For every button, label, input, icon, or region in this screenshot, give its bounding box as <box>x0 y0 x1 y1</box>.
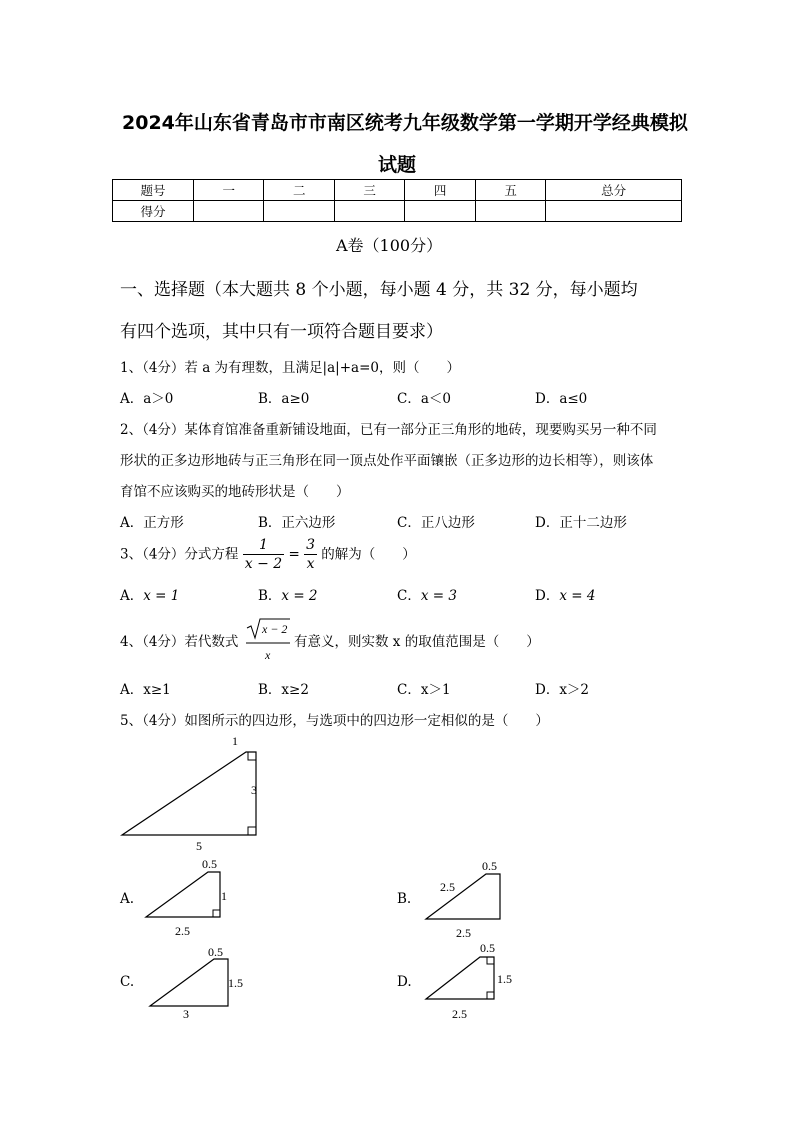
q2-option-b[interactable]: B．正六边形 <box>258 515 336 531</box>
q3-frac1-denominator: x − 2 <box>244 556 283 572</box>
q5-option-b-bottom: 2.5 <box>456 926 471 940</box>
question-1-text: 1、（4分）若 a 为有理数，且满足|a|+a=0，则（ ） <box>120 360 460 376</box>
score-cell[interactable] <box>194 201 264 222</box>
question-2-line2: 形状的正多边形地砖与正三角形在同一顶点处作平面镶嵌（正多边形的边长相等），则该体 <box>120 453 654 469</box>
q3-prefix: 3、（4分）分式方程 <box>120 546 239 563</box>
q3-suffix: 的解为（ ） <box>321 546 416 563</box>
q5-option-c-figure[interactable] <box>144 942 254 1027</box>
q5-option-a-label[interactable]: A. <box>120 891 135 907</box>
q5-option-b-slant: 2.5 <box>440 880 455 894</box>
q3-fraction-2 <box>304 536 317 573</box>
q4-prefix: 4、（4分）若代数式 <box>120 634 239 650</box>
score-table <box>112 179 682 222</box>
page-title-line2: 试题 <box>378 154 417 176</box>
score-header-cell: 题号 <box>113 180 194 201</box>
q3-frac2-denominator: x <box>306 556 315 572</box>
score-header-cell: 一 <box>194 180 264 201</box>
score-header-cell: 五 <box>475 180 545 201</box>
q3-frac1-numerator: 1 <box>243 536 284 555</box>
q5-option-b-label[interactable]: B. <box>397 891 412 907</box>
q4-radicand: x − 2 <box>262 622 288 636</box>
q5-option-c-label[interactable]: C. <box>120 974 135 990</box>
score-row-label: 得分 <box>113 201 194 222</box>
right-angle-mark <box>248 752 256 760</box>
q5-option-a-trapezoid <box>146 872 220 917</box>
q5-option-b-trapezoid <box>426 874 500 919</box>
q5-option-b-top: 0.5 <box>482 859 497 873</box>
section-heading-line2: 有四个选项，其中只有一项符合题目要求） <box>120 322 443 342</box>
score-table-header-row <box>113 180 682 201</box>
score-header-cell: 二 <box>264 180 334 201</box>
score-cell[interactable] <box>546 201 682 222</box>
q5-main-trapezoid <box>122 752 256 835</box>
q4-denominator: x <box>265 648 271 662</box>
q2-option-c[interactable]: C．正八边形 <box>397 515 475 531</box>
q5-option-d-trapezoid <box>426 957 494 999</box>
q3-option-a-value: x = 1 <box>143 588 180 604</box>
q4-option-b[interactable]: B．x≥2 <box>258 682 309 698</box>
score-header-cell: 四 <box>405 180 475 201</box>
right-angle-mark <box>248 827 256 835</box>
q5-option-c-bottom: 3 <box>183 1007 189 1021</box>
q3-option-c-value: x = 3 <box>420 588 457 604</box>
q3-equals: = <box>288 546 300 563</box>
q5-option-c-right: 1.5 <box>228 976 243 990</box>
q5-option-a-top: 0.5 <box>202 857 217 871</box>
q1-option-c[interactable]: C．a＜0 <box>397 391 451 407</box>
q3-frac2-numerator: 3 <box>306 537 315 553</box>
score-cell[interactable] <box>405 201 475 222</box>
question-3-text <box>120 536 416 573</box>
page-title-line1: 2024年山东省青岛市市南区统考九年级数学第一学期开学经典模拟 <box>122 112 688 134</box>
q1-option-a[interactable]: A．a＞0 <box>120 391 174 407</box>
q3-option-d-value: x = 4 <box>559 588 596 604</box>
question-5-text: 5、（4分）如图所示的四边形，与选项中的四边形一定相似的是（ ） <box>120 713 549 729</box>
q5-option-d-label[interactable]: D. <box>397 974 412 990</box>
q5-option-d-bottom: 2.5 <box>452 1007 467 1021</box>
q5-main-top-label: 1 <box>232 734 238 748</box>
q5-option-a-figure[interactable] <box>140 855 250 940</box>
q3-option-c-label: C． <box>397 588 421 604</box>
question-2-line3: 育馆不应该购买的地砖形状是（ ） <box>120 484 350 500</box>
q3-option-d[interactable] <box>535 584 595 604</box>
q4-option-d[interactable]: D．x＞2 <box>535 682 590 698</box>
q3-option-a-label: A． <box>120 588 144 604</box>
q3-option-b-value: x = 2 <box>281 588 318 604</box>
q5-option-b-figure[interactable] <box>420 855 530 940</box>
score-cell[interactable] <box>334 201 404 222</box>
q4-option-a[interactable]: A．x≥1 <box>120 682 171 698</box>
q5-main-trapezoid-figure <box>110 730 270 855</box>
right-angle-mark <box>487 992 494 999</box>
score-cell[interactable] <box>264 201 334 222</box>
q3-option-c[interactable] <box>397 584 457 604</box>
q5-main-right-label: 3 <box>251 783 257 797</box>
q4-radical-fraction <box>244 616 292 664</box>
q1-option-b[interactable]: B．a≥0 <box>258 391 310 407</box>
q5-option-a-bottom: 2.5 <box>175 924 190 938</box>
q3-option-b[interactable] <box>258 584 318 604</box>
right-angle-mark <box>487 957 494 964</box>
q2-option-d[interactable]: D．正十二边形 <box>535 515 627 531</box>
score-header-cell: 总分 <box>546 180 682 201</box>
score-header-cell: 三 <box>334 180 404 201</box>
q5-main-bottom-label: 5 <box>196 839 202 853</box>
q5-option-d-figure[interactable] <box>420 940 530 1025</box>
q4-suffix: 有意义，则实数 x 的取值范围是（ ） <box>294 634 540 650</box>
q5-option-c-trapezoid <box>150 959 228 1006</box>
question-2-line1: 2、（4分）某体育馆准备重新铺设地面，已有一部分正三角形的地砖，现要购买另一种不同 <box>120 422 657 438</box>
paper-label: A卷（100分） <box>336 236 443 255</box>
q4-option-c[interactable]: C．x＞1 <box>397 682 451 698</box>
q5-option-d-top: 0.5 <box>480 941 495 955</box>
q5-option-c-top: 0.5 <box>208 945 223 959</box>
q3-option-a[interactable] <box>120 584 179 604</box>
q5-option-d-right: 1.5 <box>497 972 512 986</box>
q3-fraction-1 <box>243 536 284 573</box>
right-angle-mark <box>213 910 220 917</box>
score-cell[interactable] <box>475 201 545 222</box>
section-heading-line1: 一、选择题（本大题共 8 个小题，每小题 4 分，共 32 分，每小题均 <box>120 280 638 300</box>
score-table-score-row <box>113 201 682 222</box>
q2-option-a[interactable]: A．正方形 <box>120 515 184 531</box>
q1-option-d[interactable]: D．a≤0 <box>535 391 588 407</box>
q3-option-d-label: D． <box>535 588 560 604</box>
q5-option-a-right: 1 <box>221 889 227 903</box>
q3-option-b-label: B． <box>258 588 282 604</box>
